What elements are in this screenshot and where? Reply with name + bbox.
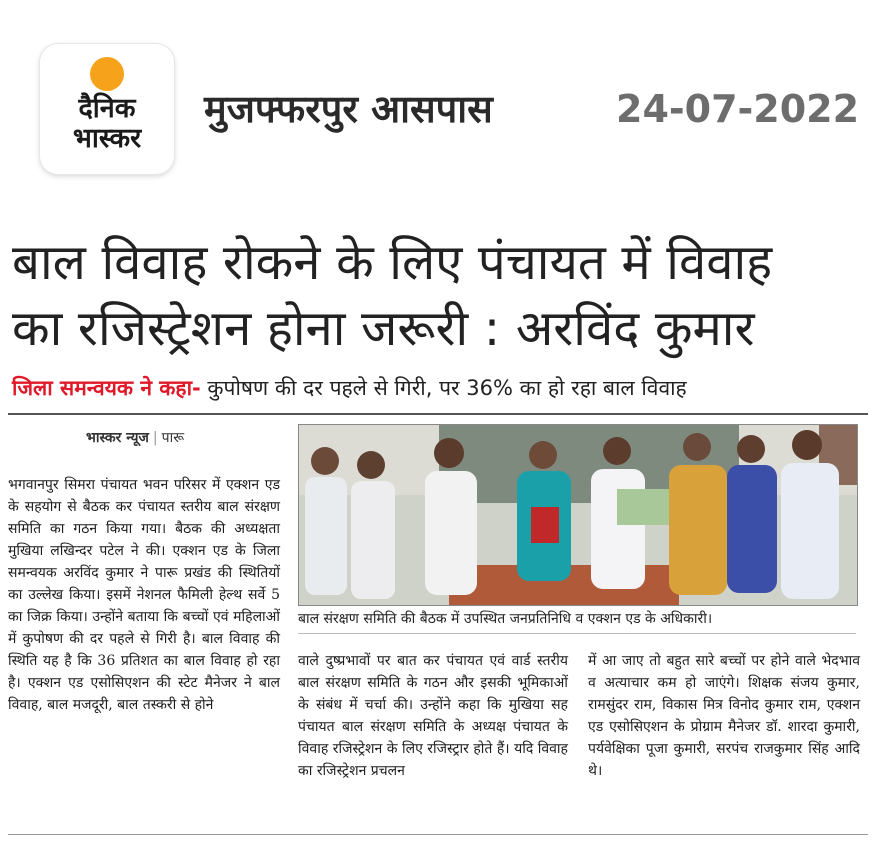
edition-date: 24-07-2022 <box>616 87 860 131</box>
article-column-2: वाले दुष्प्रभावों पर बात कर पंचायत एवं वार्ड स्तरीय बाल संरक्षण समिति के गठन और इसकी भूमिकाओं के संबंध में चर्चा की। उन्होंने कहा कि मुखिया सह पंचायत बाल संरक्षण समिति के अध्यक्ष पंचायत के विवाह रजिस्ट्रेशन के लिए रजिस्ट्रार होते हैं। यदि विवाह का रजिस्ट्रेशन प्रचलन <box>298 653 568 779</box>
page-bottom-divider <box>8 834 868 835</box>
meeting-photo-illustration <box>299 425 857 605</box>
article-column-1: भगवानपुर सिमरा पंचायत भवन परिसर में एक्शन एड के सहयोग से बैठक कर पंचायत स्तरीय बाल संरक्षण समिति का गठन किया गया। बैठक की अध्यक्षता मुखिया लखिन्दर पटेल ने की। एक्शन एड के जिला समन्वयक अरविंद कुमार ने पारू प्रखंड की स्थितियों का उल्लेख किया। इसमें नेशनल फैमिली हेल्थ सर्वे 5 का जिक्र किया। उन्होंने बताया कि बच्चों एवं महिलाओं में कुपोषण की दर पहले से गिरी है। बाल विवाह की स्थिति यह है कि 36 प्रतिशत का बाल विवाह हो रहा है। एक्शन एड एसोसिएशन की स्टेट मैनेजर ने बाल विवाह, बाल मजदूरी, बाल तस्करी से होने <box>8 477 280 713</box>
meeting-photo <box>298 424 858 606</box>
subhead-lead: जिला समन्वयक ने कहा- <box>12 376 201 400</box>
article-column-3: में आ जाए तो बहुत सारे बच्चों पर होने वाले भेदभाव व अत्याचार कम हो जाएंगे। शिक्षक संजय कुमार, रामसुंदर राम, विकास मित्र विनोद कुमार राम, एक्शन एड एसोसिएशन के प्रोग्राम मैनेजर डॉ. शारदा कुमारी, पर्यवेक्षिका पूजा कुमारी, सरपंच राजकुमार सिंह आदि थे। <box>588 653 860 779</box>
sun-icon <box>90 57 124 91</box>
dainik-bhaskar-logo <box>40 44 174 174</box>
logo-text-line1: दैनिक <box>78 93 136 124</box>
photo-caption: बाल संरक्षण समिति की बैठक में उपस्थित जनप्रतिनिधि व एक्शन एड के अधिकारी। <box>298 608 856 634</box>
byline-source: भास्कर न्यूज <box>86 430 149 446</box>
subhead-text: कुपोषण की दर पहले से गिरी, पर 36% का हो रहा बाल विवाह <box>200 376 687 400</box>
byline-separator: | <box>152 430 158 446</box>
article-subhead <box>12 372 872 404</box>
byline <box>86 428 184 447</box>
byline-place: पारू <box>161 430 185 446</box>
article-headline <box>12 230 872 362</box>
logo-text-line2: भास्कर <box>72 123 142 154</box>
headline-line-2: का रजिस्ट्रेशन होना जरूरी : अरविंद कुमार <box>12 300 755 357</box>
headline-divider <box>8 413 868 415</box>
section-title: मुजफ्फरपुर आसपास <box>204 87 493 131</box>
headline-line-1: बाल विवाह रोकने के लिए पंचायत में विवाह <box>12 234 773 291</box>
